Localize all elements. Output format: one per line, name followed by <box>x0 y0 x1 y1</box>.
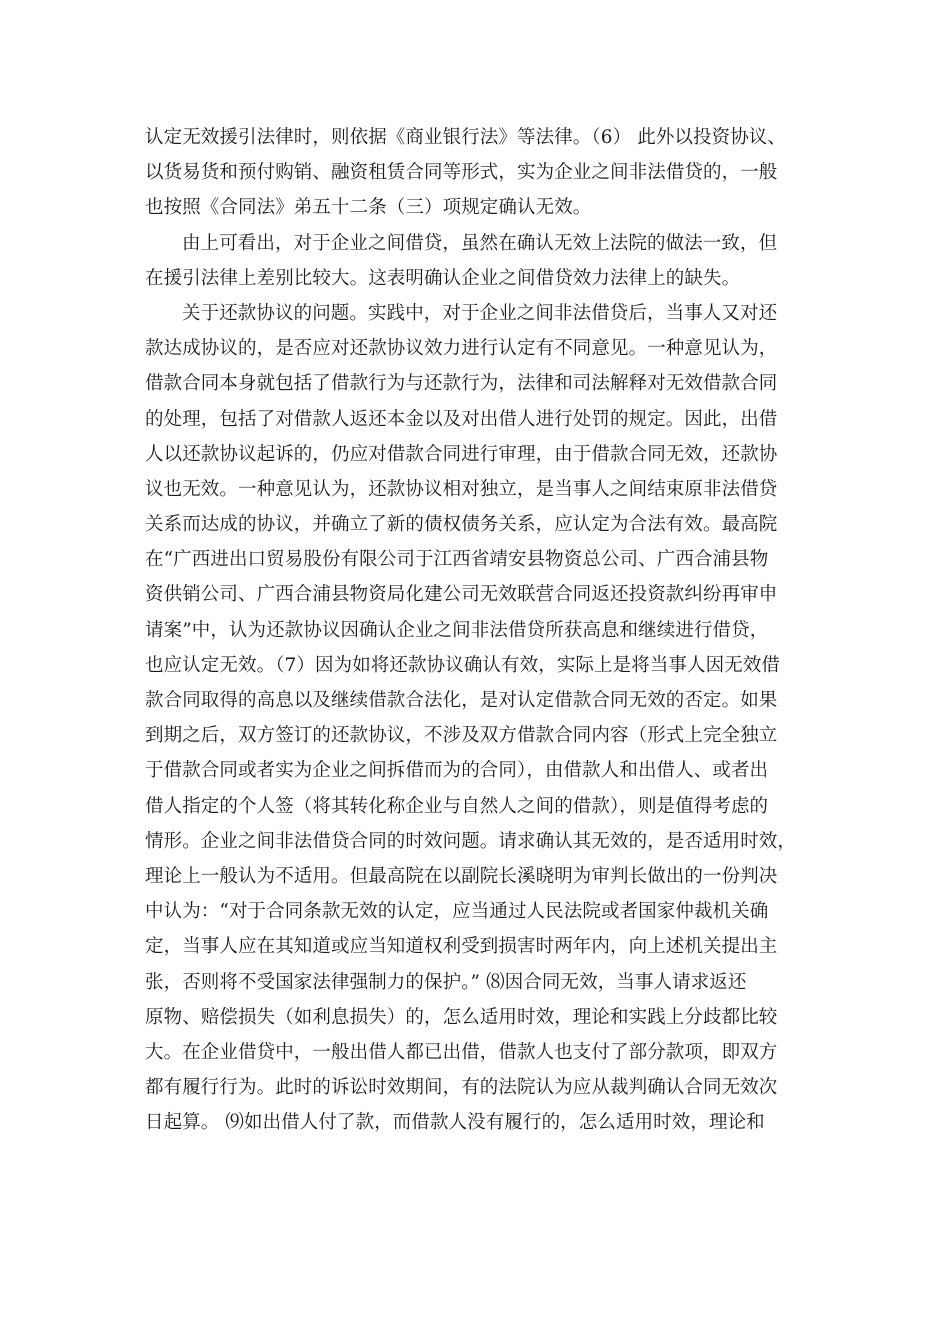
text-line: 借款合同本身就包括了借款行为与还款行为，法律和司法解释对无效借款合同 <box>145 373 778 395</box>
text-line: 定，当事人应在其知道或应当知道权利受到损害时两年内，向上述机关提出主 <box>145 936 778 958</box>
text-line: 于借款合同或者实为企业之间拆借而为的合同），由借款人和出借人、或者出 <box>145 760 769 782</box>
text-line: 中认为：“对于合同条款无效的认定，应当通过人民法院或者国家仲裁机关确 <box>145 901 769 923</box>
text-line: 理论上一般认为不适用。但最高院在以副院长溪晓明为审判长做出的一份判决 <box>145 865 778 887</box>
text-line: 日起算。 ⑼如出借人付了款，而借款人没有履行的，怎么适用时效，理论和 <box>145 1112 765 1134</box>
text-line: 大。在企业借贷中，一般出借人都已出借，借款人也支付了部分款项，即双方 <box>145 1041 778 1063</box>
text-line: 到期之后，双方签订的还款协议，不涉及双方借款合同内容（形式上完全独立 <box>145 725 778 747</box>
text-line: 在“广西进出口贸易股份有限公司于江西省靖安县物资总公司、广西合浦县物 <box>145 549 769 571</box>
paragraph-first-line: 关于还款协议的问题。实践中，对于企业之间非法借贷后，当事人又对还 <box>182 302 778 324</box>
text-line: 认定无效援引法律时，则依据《商业银行法》等法律。（6） 此外以投资协议、 <box>145 127 787 148</box>
text-line: 的处理，包括了对借款人返还本金以及对出借人进行处罚的规定。因此，出借 <box>145 408 778 430</box>
body-text <box>145 120 810 1140</box>
text-line: 也按照《合同法》弟五十二条（三）项规定确认无效。 <box>145 197 592 219</box>
text-line: 原物、赔偿损失（如利息损失）的，怎么适用时效，理论和实践上分歧都比较 <box>145 1006 778 1028</box>
text-line: 款合同取得的高息以及继续借款合法化，是对认定借款合同无效的否定。如果 <box>145 690 778 711</box>
text-line: 请案”中，认为还款协议因确认企业之间非法借贷所获高息和继续进行借贷， <box>145 619 769 641</box>
text-line: 议也无效。一种意见认为，还款协议相对独立，是当事人之间结束原非法借贷 <box>145 478 778 500</box>
text-line: 在援引法律上差别比较大。这表明确认企业之间借贷效力法律上的缺失。 <box>145 267 741 289</box>
text-line: 借人指定的个人签（将其转化称企业与自然人之间的借款），则是值得考虑的 <box>145 795 769 817</box>
text-line: 以货易货和预付购销、融资租赁合同等形式，实为企业之间非法借贷的，一般 <box>145 162 778 184</box>
text-line: 都有履行行为。此时的诉讼时效期间，有的法院认为应从裁判确认合同无效次 <box>145 1077 778 1099</box>
text-line: 关系而达成的协议，并确立了新的债权债务关系，应认定为合法有效。最高院 <box>145 514 778 536</box>
text-line: 资供销公司、广西合浦县物资局化建公司无效联营合同返还投资款纠纷再审申 <box>145 584 778 606</box>
text-line: 人以还款协议起诉的，仍应对借款合同进行审理，由于借款合同无效，还款协 <box>145 443 778 465</box>
text-line: 张，否则将不受国家法律强制力的保护。” ⑻因合同无效，当事人请求返还 <box>145 971 747 993</box>
text-line: 也应认定无效。（7）因为如将还款协议确认有效，实际上是将当事人因无效借 <box>145 654 781 676</box>
text-line: 情形。企业之间非法借贷合同的时效问题。请求确认其无效的，是否适用时效， <box>145 830 797 852</box>
paragraph-first-line: 由上可看出，对于企业之间借贷，虽然在确认无效上法院的做法一致，但 <box>182 232 778 254</box>
text-line: 款达成协议的，是否应对还款协议效力进行认定有不同意见。一种意见认为， <box>145 338 778 360</box>
